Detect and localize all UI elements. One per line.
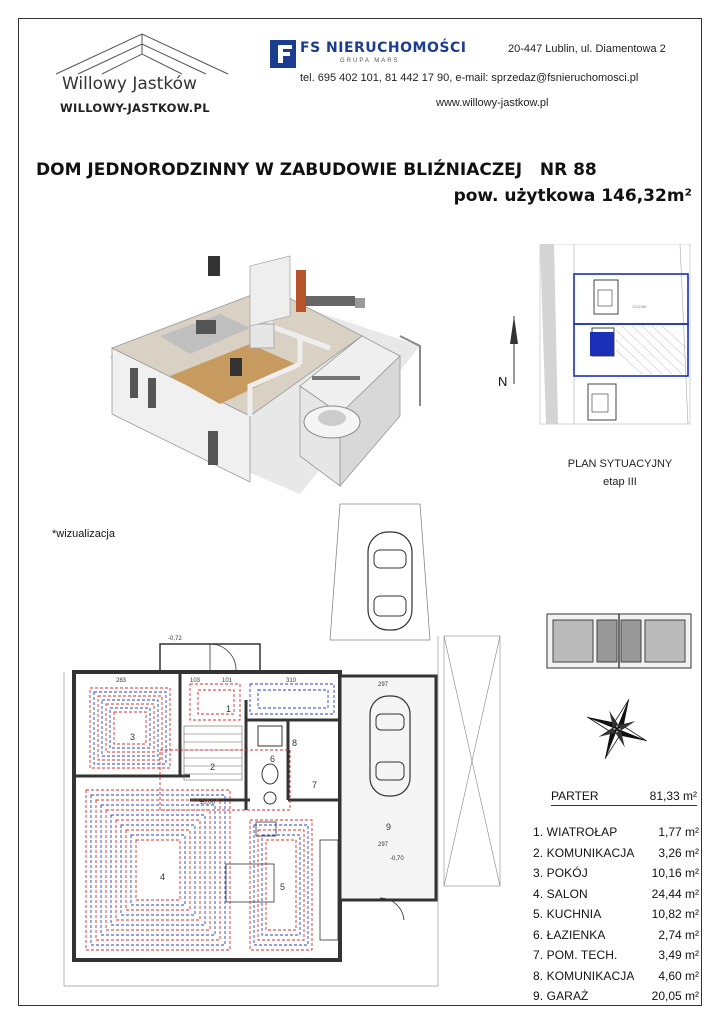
level-entrance: -0,72: [168, 636, 182, 642]
room-number-8: 8: [292, 738, 298, 748]
visualization-note: *wizualizacja: [52, 528, 115, 540]
dim-283: 283: [116, 678, 127, 684]
room-number-6: 6: [270, 754, 276, 764]
room-number-4: 4: [160, 872, 166, 882]
room-area: 3,49 m²: [658, 948, 699, 962]
dim-103: 103: [190, 678, 201, 684]
room-name: 4. SALON: [533, 886, 588, 901]
roof-logo-icon: [52, 30, 242, 76]
room-area: 2,74 m²: [658, 927, 699, 942]
room-area: 3,26 m²: [658, 845, 699, 860]
room-name: 2. KOMUNIKACJA: [533, 845, 635, 860]
room-area: 4,60 m²: [658, 968, 699, 983]
dim-310: 310: [286, 678, 297, 684]
site-plan-caption: PLAN SYTUACYJNY: [567, 458, 673, 470]
house-title: DOM JEDNORODZINNY W ZABUDOWIE BLIŹNIACZEJ NR 88: [36, 160, 597, 180]
site-plan-map: [492, 244, 702, 434]
logo-title: Willowy Jastków: [62, 74, 197, 94]
room-number-2: 2: [210, 762, 216, 772]
list-item: [533, 986, 699, 1007]
list-item: [533, 863, 699, 884]
room-number-9: 9: [386, 822, 392, 832]
logo-url: WILLOWY-JASTKOW.PL: [60, 101, 210, 115]
list-item: [533, 904, 699, 925]
list-item: [533, 843, 699, 864]
north-label: N: [498, 374, 508, 389]
house-3d-visualization: [100, 236, 430, 498]
list-item: [533, 966, 699, 987]
dim-101: 101: [222, 678, 233, 684]
list-item: [533, 925, 699, 946]
car-icon: [368, 532, 412, 630]
level-name: PARTER: [551, 789, 599, 803]
room-name: 5. KUCHNIA: [533, 907, 602, 921]
site-plan-stage: etap III: [603, 476, 637, 488]
room-list: [533, 822, 699, 1007]
usable-area: pow. użytkowa 146,32m²: [453, 186, 692, 206]
room-number-5: 5: [280, 882, 286, 892]
list-item: [533, 945, 699, 966]
fs-logo-icon: [270, 40, 296, 68]
room-name: 3. POKÓJ: [533, 866, 588, 880]
room-area: 10,16 m²: [651, 866, 699, 880]
room-area: 10,82 m²: [651, 907, 699, 921]
room-name: 8. KOMUNIKACJA: [533, 968, 635, 983]
compass-rose-icon: [582, 694, 652, 764]
room-number-7: 7: [312, 780, 318, 790]
room-name: 6. ŁAZIENKA: [533, 927, 606, 942]
room-number-1: 1: [226, 704, 232, 714]
list-item: [533, 822, 699, 843]
website-link[interactable]: www.willowy-jastkow.pl: [436, 97, 549, 109]
brand-address: 20-447 Lublin, ul. Diamentowa 2: [508, 43, 666, 55]
building-footprint-thumbnail: [545, 610, 693, 672]
dim-297-top: 297: [378, 682, 389, 688]
level-garage: -0,70: [390, 856, 404, 862]
list-item: [533, 884, 699, 905]
brand-name: FS NIERUCHOMOŚCI: [300, 40, 467, 56]
room-name: 9. GARAŻ: [533, 989, 589, 1003]
room-name: 1. WIATROŁAP: [533, 825, 618, 839]
room-area: 1,77 m²: [658, 825, 699, 839]
plot-number: 1042/86: [632, 304, 647, 309]
level-header: [551, 789, 697, 806]
contact-line: tel. 695 402 101, 81 442 17 90, e-mail: sprzedaz@fsnieruchomosci.pl: [300, 72, 639, 84]
level-area: 81,33 m²: [649, 789, 697, 803]
dim-297-bottom: 297: [378, 842, 389, 848]
room-name: 7. POM. TECH.: [533, 948, 618, 962]
room-area: 20,05 m²: [651, 989, 699, 1003]
room-area: 24,44 m²: [651, 886, 699, 901]
brand-sub: GRUPA MARS: [340, 58, 400, 64]
floor-plan: [50, 500, 520, 1000]
room-number-3: 3: [130, 732, 136, 742]
level-floor: ±0,00: [200, 800, 215, 806]
